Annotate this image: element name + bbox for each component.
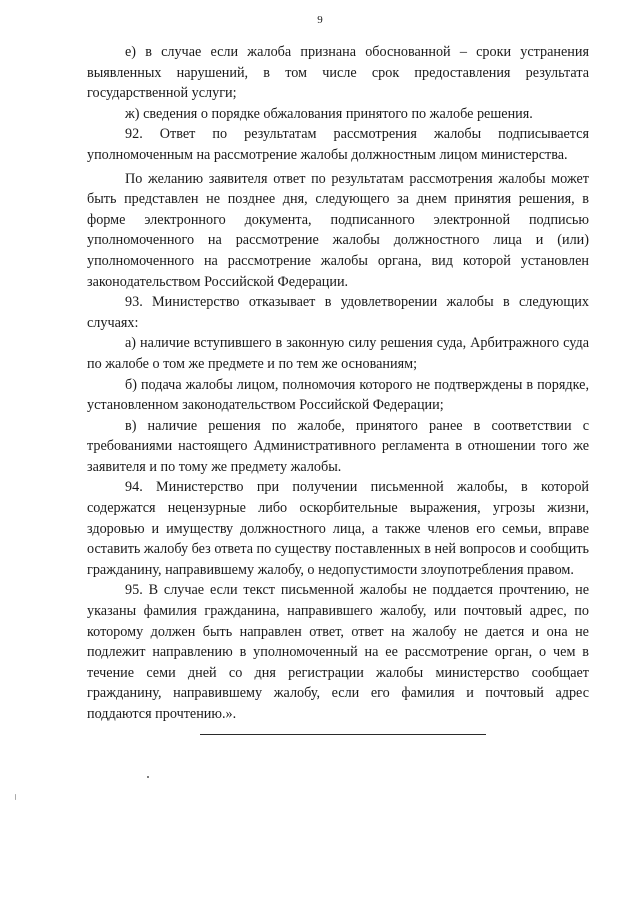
- page-number: 9: [317, 14, 323, 26]
- paragraph-93-a: а) наличие вступившего в законную силу решения суда, Арбитражного суда по жалобе о том же предмете и по тем же основаниям;: [87, 335, 589, 372]
- paragraph-item-e: е) в случае если жалоба признана обоснованной – сроки устранения выявленных нарушений, в том числе срок предоставления результата государственной услуги;: [87, 44, 589, 102]
- paragraph-93-v: в) наличие решения по жалобе, принятого ранее в соответствии с требованиями настоящего Административного регламента в отношении того же заявителя и по тому же предмету жалобы.: [87, 417, 589, 475]
- scan-speck: [15, 794, 16, 800]
- scan-speck: [147, 776, 149, 778]
- paragraph-94: 94. Министерство при получении письменной жалобы, в которой содержатся нецензурные либо оскорбительные выражения, угрозы жизни, здоровью и имуществу должностного лица, а также членов его семьи, вправе оставить жалобу без ответа по существу поставленных в ней вопросов и сообщить гражданину, направившему жалобу, о недопустимости злоупотребления правом.: [87, 479, 589, 578]
- paragraph-item-zh: ж) сведения о порядке обжалования принятого по жалобе решения.: [125, 105, 533, 122]
- closing-rule: [200, 734, 486, 735]
- paragraph-95: 95. В случае если текст письменной жалобы не поддается прочтению, не указаны фамилия гражданина, направившего жалобу, или почтовый адрес, по которому должен быть направлен ответ, ответ на жалобу не дается и она не подлежит направлению в уполномоченный на ее рассмотрение орган, о чем в течение семи дней со дня регистрации жалобы министерство сообщает гражданину, направившему жалобу, если его фамилия и почтовый адрес поддаются прочтению.».: [87, 582, 589, 722]
- paragraph-92: 92. Ответ по результатам рассмотрения жалобы подписывается уполномоченным на рассмотрение жалобы должностным лицом министерства.: [87, 126, 589, 163]
- paragraph-93: 93. Министерство отказывает в удовлетворении жалобы в следующих случаях:: [87, 294, 589, 331]
- paragraph-93-b: б) подача жалобы лицом, полномочия которого не подтверждены в порядке, установленном законодательством Российской Федерации;: [87, 376, 589, 414]
- paragraph-92-electronic: По желанию заявителя ответ по результатам рассмотрения жалобы может быть представлен не позднее дня, следующего за днем принятия решения, в форме электронного документа, подписанного электронной подписью уполномоченного на рассмотрение жалобы должностного лица и (или) уполномоченного на рассмотрение жалобы органа, вид которой установлен законодательством Российской Федерации.: [87, 170, 589, 290]
- document-body: [87, 42, 589, 725]
